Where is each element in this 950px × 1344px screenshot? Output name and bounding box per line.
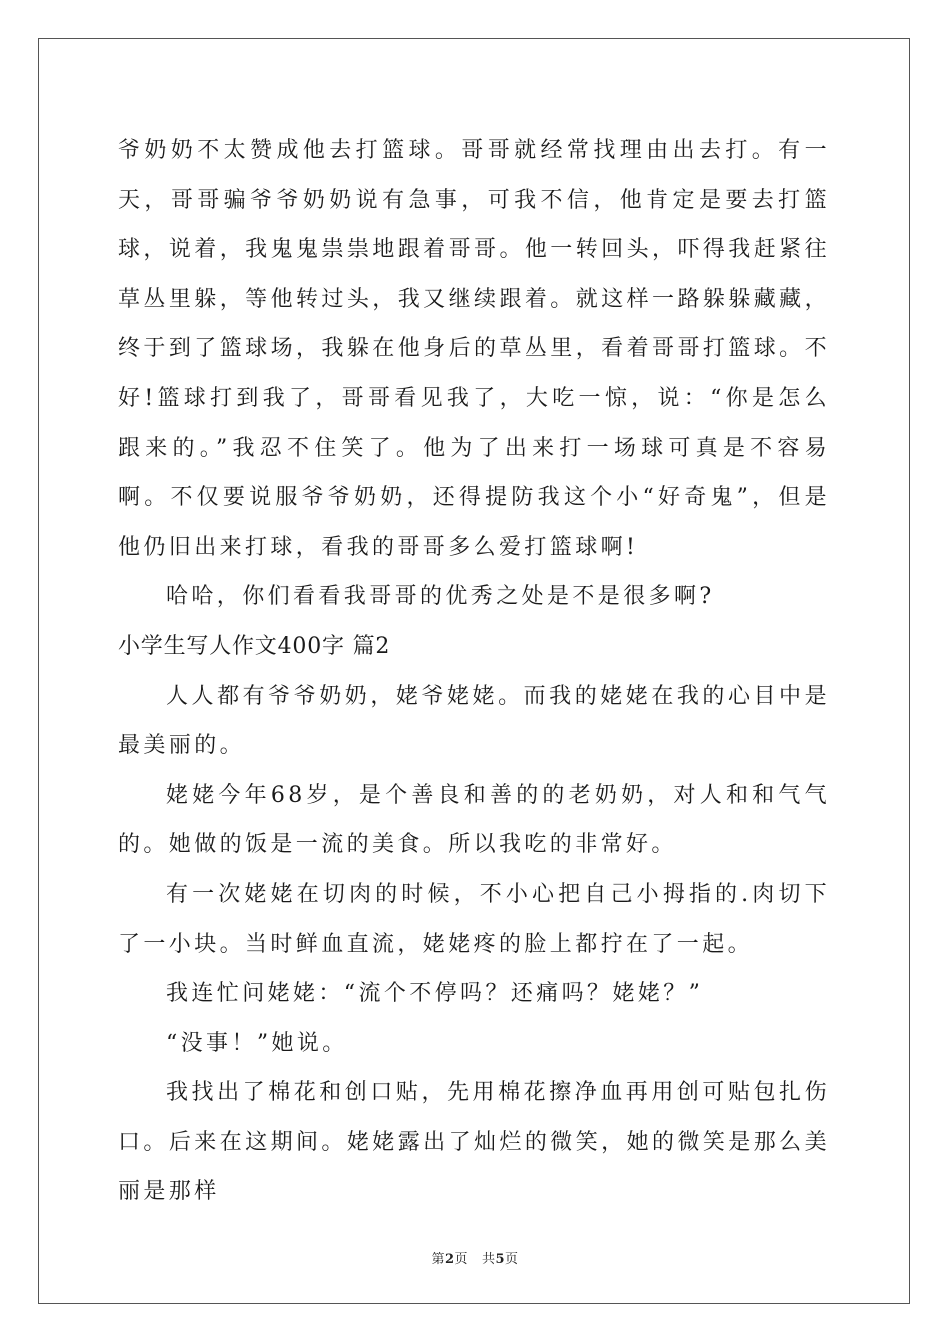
total-suffix: 页	[505, 1252, 519, 1267]
paragraph-cut-finger: 有一次姥姥在切肉的时候，不小心把自己小拇指的.肉切下了一小块。当时鲜血直流，姥姥疼的脸上都拧在了一起。	[118, 881, 830, 957]
document-body	[118, 126, 830, 1217]
section-heading: 小学生写人作文400字 篇2	[118, 633, 391, 659]
paragraph-bandage: 我找出了棉花和创口贴，先用棉花擦净血再用创可贴包扎伤口。后来在这期间。姥姥露出了灿烂的微笑，她的微笑是那么美丽是那样	[118, 1080, 830, 1205]
paragraph-reply: “没事！”她说。	[166, 1030, 348, 1056]
paragraph-question: 我连忙问姥姥：“流个不停吗？还痛吗？姥姥？”	[166, 981, 704, 1007]
page-footer	[0, 1248, 950, 1267]
paragraph-continued: 爷奶奶不太赞成他去打篮球。哥哥就经常找理由出去打。有一天，哥哥骗爷爷奶奶说有急事，可我不信，他肯定是要去打篮球，说着，我鬼鬼祟祟地跟着哥哥。他一转回头，吓得我赶紧往草丛里躲，等他转过头，我又继续跟着。就这样一路躲躲藏藏，终于到了篮球场，我躲在他身后的草丛里，看着哥哥打篮球。不好!篮球打到我了，哥哥看见我了，大吃一惊，说：“你是怎么跟来的。”我忍不住笑了。他为了出来打一场球可真是不容易啊。不仅要说服爷爷奶奶，还得提防我这个小“好奇鬼”，但是他仍旧出来打球，看我的哥哥多么爱打篮球啊!	[118, 138, 830, 560]
paragraph-intro: 人人都有爷爷奶奶，姥爷姥姥。而我的姥姥在我的心目中是最美丽的。	[118, 683, 830, 759]
total-prefix: 共	[481, 1252, 496, 1267]
paragraph-grandma-age: 姥姥今年68岁，是个善良和善的的老奶奶，对人和和气气的。她做的饭是一流的美食。所以我吃的非常好。	[118, 782, 830, 858]
page-prefix: 第	[431, 1252, 445, 1267]
page-current-number: 2	[444, 1252, 455, 1267]
page-total-number: 5	[495, 1252, 506, 1267]
page-suffix: 页	[454, 1252, 469, 1267]
paragraph-closing: 哈哈，你们看看我哥哥的优秀之处是不是很多啊?	[166, 584, 715, 610]
